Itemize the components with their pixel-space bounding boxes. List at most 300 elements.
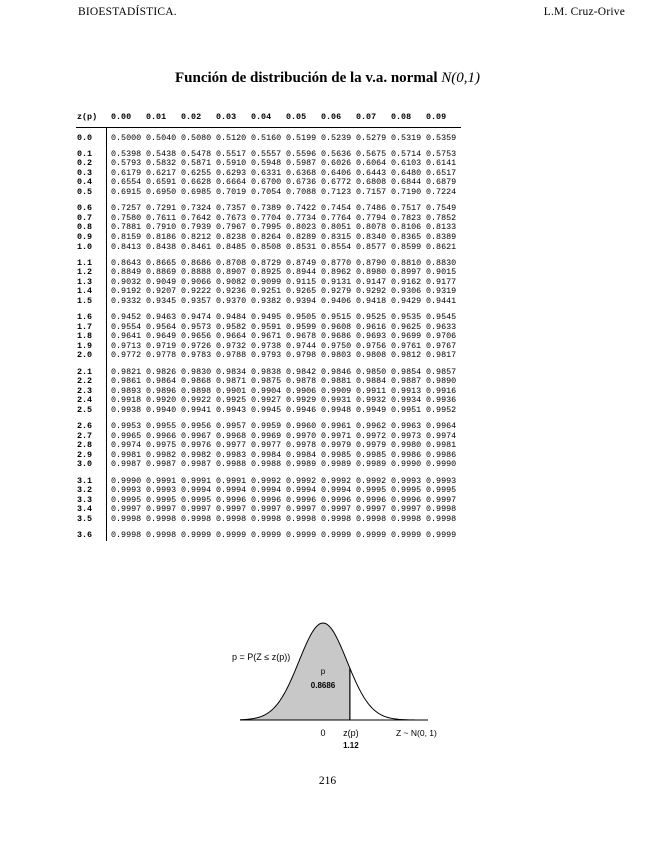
table-cell: 0.9981: [426, 440, 457, 451]
table-cell: 0.9994: [286, 485, 317, 496]
table-cell: 0.8461: [181, 241, 212, 252]
table-row: [76, 134, 461, 144]
table-cell: 0.9292: [356, 286, 387, 297]
table-cell: 0.9989: [321, 459, 352, 470]
table-cell: 0.6591: [146, 177, 177, 188]
table-cell: 0.7823: [391, 212, 422, 223]
table-cell: 0.9357: [181, 296, 212, 306]
table-cell: 0.7910: [146, 222, 177, 233]
table-cell: 0.8264: [251, 231, 282, 242]
z-row-label: 2.5: [77, 404, 93, 415]
table-cell: 0.7794: [356, 212, 387, 223]
table-cell: 0.9911: [356, 385, 387, 396]
table-cell: 0.7157: [356, 187, 387, 198]
table-cell: 0.9162: [391, 276, 422, 287]
table-cell: 0.9236: [216, 286, 247, 297]
table-cell: 0.6950: [146, 187, 177, 198]
column-header: 0.06: [321, 112, 342, 122]
table-cell: 0.9147: [356, 276, 387, 287]
z-row-label: 0.9: [77, 231, 93, 242]
table-cell: 0.5279: [356, 132, 387, 143]
column-header: 0.09: [426, 112, 447, 122]
table-cell: 0.5948: [251, 158, 282, 169]
table-cell: 0.9115: [286, 276, 317, 287]
table-cell: 0.9525: [356, 312, 387, 323]
table-cell: 0.9864: [146, 376, 177, 387]
table-cell: 0.9974: [111, 440, 142, 451]
z-row-label: 0.5: [77, 187, 93, 198]
table-cell: 0.9979: [321, 440, 352, 451]
table-cell: 0.7549: [426, 203, 457, 214]
p-letter: p: [320, 667, 326, 676]
table-cell: 0.9976: [181, 440, 212, 451]
table-cell: 0.8830: [426, 257, 457, 268]
table-cell: 0.9767: [426, 340, 457, 351]
table-cell: 0.9993: [391, 475, 422, 486]
z-row-label: 0.1: [77, 148, 93, 159]
table-cell: 0.9989: [286, 459, 317, 470]
column-header: 0.04: [251, 112, 272, 122]
table-cell: 0.7580: [111, 212, 142, 223]
z-row-label: 1.2: [77, 267, 93, 278]
table-cell: 0.7704: [251, 212, 282, 223]
table-cell: 0.9987: [146, 459, 177, 470]
table-cell: 0.9960: [286, 421, 317, 432]
table-row: [76, 460, 461, 470]
table-cell: 0.9920: [146, 395, 177, 406]
page-number: 216: [318, 775, 337, 787]
table-cell: 0.9991: [216, 475, 247, 486]
table-cell: 0.8643: [111, 257, 142, 268]
table-cell: 0.9980: [391, 440, 422, 451]
table-cell: 0.5359: [426, 132, 457, 143]
table-cell: 0.6141: [426, 158, 457, 169]
table-cell: 0.9909: [321, 385, 352, 396]
table-cell: 0.5160: [251, 132, 282, 143]
table-cell: 0.9927: [251, 395, 282, 406]
table-cell: 0.8315: [321, 231, 352, 242]
table-cell: 0.6554: [111, 177, 142, 188]
table-cell: 0.9998: [181, 513, 212, 524]
table-cell: 0.9997: [321, 504, 352, 515]
table-cell: 0.6217: [146, 167, 177, 178]
table-cell: 0.9913: [391, 385, 422, 396]
column-header: 0.01: [146, 112, 167, 122]
table-cell: 0.8554: [321, 241, 352, 252]
z-row-label: 2.1: [77, 366, 93, 377]
table-cell: 0.9573: [181, 321, 212, 332]
table-cell: 0.9992: [356, 475, 387, 486]
table-cell: 0.9990: [111, 475, 142, 486]
table-cell: 0.8186: [146, 231, 177, 242]
table-cell: 0.9961: [321, 421, 352, 432]
table-cell: 0.8790: [356, 257, 387, 268]
table-cell: 0.9977: [216, 440, 247, 451]
table-cell: 0.8599: [391, 241, 422, 252]
table-cell: 0.6879: [426, 177, 457, 188]
table-cell: 0.7642: [181, 212, 212, 223]
table-cell: 0.9992: [286, 475, 317, 486]
table-cell: 0.9484: [216, 312, 247, 323]
column-header: 0.07: [356, 112, 377, 122]
table-cell: 0.9131: [321, 276, 352, 287]
table-cell: 0.9868: [181, 376, 212, 387]
z-row-label: 3.1: [77, 475, 93, 486]
table-row: [76, 188, 461, 198]
table-cell: 0.9719: [146, 340, 177, 351]
table-cell: 0.7454: [321, 203, 352, 214]
table-cell: 0.9918: [111, 395, 142, 406]
table-cell: 0.5199: [286, 132, 317, 143]
table-cell: 0.9994: [251, 485, 282, 496]
table-cell: 0.9834: [216, 366, 247, 377]
table-cell: 0.9998: [426, 513, 457, 524]
table-cell: 0.9798: [286, 350, 317, 361]
table-cell: 0.9995: [356, 485, 387, 496]
table-cell: 0.9015: [426, 267, 457, 278]
z-row-label: 1.9: [77, 340, 93, 351]
table-cell: 0.9066: [181, 276, 212, 287]
table-cell: 0.9772: [111, 350, 142, 361]
table-cell: 0.9977: [251, 440, 282, 451]
table-cell: 0.5319: [391, 132, 422, 143]
table-cell: 0.9998: [286, 513, 317, 524]
table-cell: 0.9998: [111, 529, 142, 540]
table-cell: 0.9949: [356, 404, 387, 415]
table-cell: 0.9345: [146, 296, 177, 306]
z-row-label: 1.5: [77, 296, 93, 306]
table-cell: 0.9999: [181, 529, 212, 540]
table-cell: 0.9783: [181, 350, 212, 361]
table-cell: 0.8051: [321, 222, 352, 233]
table-cell: 0.9995: [146, 494, 177, 505]
table-body: [76, 134, 461, 541]
table-cell: 0.5438: [146, 148, 177, 159]
table-cell: 0.6368: [286, 167, 317, 178]
table-cell: 0.9971: [321, 430, 352, 441]
table-cell: 0.9982: [146, 449, 177, 460]
table-cell: 0.9418: [356, 296, 387, 306]
table-cell: 0.5675: [356, 148, 387, 159]
table-cell: 0.9713: [111, 340, 142, 351]
table-cell: 0.8888: [181, 267, 212, 278]
table-cell: 0.9932: [356, 395, 387, 406]
table-cell: 0.7019: [216, 187, 247, 198]
table-cell: 0.8925: [251, 267, 282, 278]
table-cell: 0.9582: [216, 321, 247, 332]
table-cell: 0.9972: [356, 430, 387, 441]
table-cell: 0.9985: [356, 449, 387, 460]
title-distribution: N(0,1): [441, 70, 481, 86]
table-cell: 0.9671: [251, 331, 282, 342]
table-cell: 0.5239: [321, 132, 352, 143]
table-cell: 0.9981: [111, 449, 142, 460]
table-cell: 0.5040: [146, 132, 177, 143]
p-value: 0.8686: [310, 681, 336, 690]
table-cell: 0.9995: [391, 485, 422, 496]
table-cell: 0.9936: [426, 395, 457, 406]
table-cell: 0.9984: [286, 449, 317, 460]
table-cell: 0.9931: [321, 395, 352, 406]
table-cell: 0.9986: [391, 449, 422, 460]
table-cell: 0.9999: [321, 529, 352, 540]
table-cell: 0.8686: [181, 257, 212, 268]
table-row: [76, 531, 461, 541]
table-cell: 0.9994: [216, 485, 247, 496]
table-cell: 0.7734: [286, 212, 317, 223]
table-cell: 0.9599: [286, 321, 317, 332]
table-cell: 0.9978: [286, 440, 317, 451]
table-cell: 0.9664: [216, 331, 247, 342]
table-cell: 0.8212: [181, 231, 212, 242]
table-cell: 0.5478: [181, 148, 212, 159]
table-cell: 0.9995: [111, 494, 142, 505]
table-cell: 0.9994: [181, 485, 212, 496]
table-cell: 0.9974: [426, 430, 457, 441]
table-cell: 0.9207: [146, 286, 177, 297]
z-row-label: 1.6: [77, 312, 93, 323]
table-row: [76, 297, 461, 307]
table-cell: 0.9857: [426, 366, 457, 377]
table-cell: 0.9049: [146, 276, 177, 287]
table-cell: 0.9948: [321, 404, 352, 415]
table-cell: 0.9177: [426, 276, 457, 287]
table-cell: 0.9922: [181, 395, 212, 406]
table-cell: 0.9943: [216, 404, 247, 415]
table-cell: 0.9699: [391, 331, 422, 342]
table-cell: 0.9996: [286, 494, 317, 505]
table-cell: 0.9995: [181, 494, 212, 505]
column-header: 0.00: [111, 112, 132, 122]
table-cell: 0.8665: [146, 257, 177, 268]
table-cell: 0.7881: [111, 222, 142, 233]
table-cell: 0.9970: [286, 430, 317, 441]
column-header: 0.02: [181, 112, 202, 122]
table-cell: 0.7054: [251, 187, 282, 198]
table-cell: 0.9332: [111, 296, 142, 306]
table-cell: 0.6664: [216, 177, 247, 188]
running-header-right: L.M. Cruz-Orive: [543, 6, 625, 18]
table-cell: 0.6844: [391, 177, 422, 188]
running-header-left: BIOESTADÍSTICA.: [78, 6, 177, 18]
table-cell: 0.9984: [251, 449, 282, 460]
normal-table: [76, 113, 461, 541]
table-cell: 0.9505: [286, 312, 317, 323]
table-cell: 0.9955: [146, 421, 177, 432]
table-cell: 0.9686: [321, 331, 352, 342]
header-rule: [76, 127, 461, 128]
table-cell: 0.9633: [426, 321, 457, 332]
table-cell: 0.9934: [391, 395, 422, 406]
table-cell: 0.6700: [251, 177, 282, 188]
table-cell: 0.8413: [111, 241, 142, 252]
table-cell: 0.9992: [251, 475, 282, 486]
z-row-label: 3.0: [77, 459, 93, 470]
table-cell: 0.9817: [426, 350, 457, 361]
table-cell: 0.9997: [181, 504, 212, 515]
table-cell: 0.9993: [426, 475, 457, 486]
table-cell: 0.9778: [146, 350, 177, 361]
table-cell: 0.9941: [181, 404, 212, 415]
table-cell: 0.6808: [356, 177, 387, 188]
table-cell: 0.7190: [391, 187, 422, 198]
table-cell: 0.9925: [216, 395, 247, 406]
table-cell: 0.9826: [146, 366, 177, 377]
table-cell: 0.9452: [111, 312, 142, 323]
table-cell: 0.5753: [426, 148, 457, 159]
z-row-label: 2.2: [77, 376, 93, 387]
table-cell: 0.9997: [426, 494, 457, 505]
table-cell: 0.9985: [321, 449, 352, 460]
table-cell: 0.9032: [111, 276, 142, 287]
z-row-label: 1.1: [77, 257, 93, 268]
table-cell: 0.9973: [391, 430, 422, 441]
table-cell: 0.6331: [251, 167, 282, 178]
z-row-label: 0.6: [77, 203, 93, 214]
table-cell: 0.5871: [181, 158, 212, 169]
z-value: 1.12: [343, 741, 359, 750]
table-cell: 0.9875: [251, 376, 282, 387]
column-header: 0.03: [216, 112, 237, 122]
table-cell: 0.9964: [426, 421, 457, 432]
table-cell: 0.6103: [391, 158, 422, 169]
z-row-label: 1.7: [77, 321, 93, 332]
table-cell: 0.9838: [251, 366, 282, 377]
table-cell: 0.9998: [356, 513, 387, 524]
table-cell: 0.9996: [251, 494, 282, 505]
table-cell: 0.7939: [181, 222, 212, 233]
table-cell: 0.8869: [146, 267, 177, 278]
table-cell: 0.7852: [426, 212, 457, 223]
table-cell: 0.8944: [286, 267, 317, 278]
table-cell: 0.8133: [426, 222, 457, 233]
table-cell: 0.9265: [286, 286, 317, 297]
table-cell: 0.9999: [356, 529, 387, 540]
table-cell: 0.9896: [146, 385, 177, 396]
table-cell: 0.5517: [216, 148, 247, 159]
table-cell: 0.6480: [391, 167, 422, 178]
table-cell: 0.9656: [181, 331, 212, 342]
table-cell: 0.9945: [251, 404, 282, 415]
table-cell: 0.9999: [251, 529, 282, 540]
table-cell: 0.8078: [356, 222, 387, 233]
table-row: [76, 243, 461, 253]
table-cell: 0.9830: [181, 366, 212, 377]
table-cell: 0.9997: [286, 504, 317, 515]
table-cell: 0.8770: [321, 257, 352, 268]
table-cell: 0.6628: [181, 177, 212, 188]
table-cell: 0.5987: [286, 158, 317, 169]
table-cell: 0.9850: [356, 366, 387, 377]
table-cell: 0.8438: [146, 241, 177, 252]
z-row-label: 0.8: [77, 222, 93, 233]
table-cell: 0.7123: [321, 187, 352, 198]
table-cell: 0.5832: [146, 158, 177, 169]
table-cell: 0.5000: [111, 132, 142, 143]
table-cell: 0.9821: [111, 366, 142, 377]
table-cell: 0.8849: [111, 267, 142, 278]
table-cell: 0.9979: [356, 440, 387, 451]
table-cell: 0.9965: [111, 430, 142, 441]
table-cell: 0.9982: [181, 449, 212, 460]
z-row-label: 2.0: [77, 350, 93, 361]
table-cell: 0.9901: [216, 385, 247, 396]
table-row: [76, 406, 461, 416]
table-cell: 0.8621: [426, 241, 457, 252]
table-cell: 0.6064: [356, 158, 387, 169]
table-cell: 0.5793: [111, 158, 142, 169]
table-cell: 0.9738: [251, 340, 282, 351]
table-cell: 0.5596: [286, 148, 317, 159]
z-row-label: 2.6: [77, 421, 93, 432]
table-cell: 0.9394: [286, 296, 317, 306]
zp-label: z(p): [343, 728, 359, 738]
z-row-label: 1.8: [77, 331, 93, 342]
table-cell: 0.9940: [146, 404, 177, 415]
table-cell: 0.9998: [146, 513, 177, 524]
table-cell: 0.9474: [181, 312, 212, 323]
table-cell: 0.8577: [356, 241, 387, 252]
table-cell: 0.6772: [321, 177, 352, 188]
table-cell: 0.9998: [111, 513, 142, 524]
table-cell: 0.9997: [356, 504, 387, 515]
table-row: [76, 351, 461, 361]
table-cell: 0.9995: [426, 485, 457, 496]
table-cell: 0.9999: [216, 529, 247, 540]
table-cell: 0.9989: [356, 459, 387, 470]
table-cell: 0.9898: [181, 385, 212, 396]
corner-label: z(p): [77, 112, 98, 122]
z-row-label: 0.4: [77, 177, 93, 188]
column-header: 0.08: [391, 112, 412, 122]
table-cell: 0.9732: [216, 340, 247, 351]
table-cell: 0.9938: [111, 404, 142, 415]
table-cell: 0.9929: [286, 395, 317, 406]
table-cell: 0.8997: [391, 267, 422, 278]
table-cell: 0.9808: [356, 350, 387, 361]
table-cell: 0.7967: [216, 222, 247, 233]
table-cell: 0.8238: [216, 231, 247, 242]
table-cell: 0.9641: [111, 331, 142, 342]
table-cell: 0.9693: [356, 331, 387, 342]
table-cell: 0.9988: [216, 459, 247, 470]
table-cell: 0.9959: [251, 421, 282, 432]
normal-curve-figure: [228, 615, 458, 765]
table-cell: 0.9999: [286, 529, 317, 540]
table-cell: 0.9997: [146, 504, 177, 515]
table-cell: 0.9608: [321, 321, 352, 332]
table-cell: 0.9306: [391, 286, 422, 297]
table-cell: 0.6985: [181, 187, 212, 198]
table-cell: 0.9946: [286, 404, 317, 415]
table-cell: 0.9884: [356, 376, 387, 387]
table-cell: 0.9997: [111, 504, 142, 515]
table-cell: 0.9463: [146, 312, 177, 323]
table-cell: 0.9649: [146, 331, 177, 342]
table-cell: 0.9871: [216, 376, 247, 387]
table-cell: 0.7673: [216, 212, 247, 223]
table-cell: 0.9750: [321, 340, 352, 351]
table-cell: 0.9495: [251, 312, 282, 323]
table-cell: 0.5398: [111, 148, 142, 159]
table-cell: 0.7764: [321, 212, 352, 223]
table-cell: 0.9962: [356, 421, 387, 432]
table-cell: 0.9616: [356, 321, 387, 332]
table-cell: 0.9998: [426, 504, 457, 515]
table-cell: 0.9963: [391, 421, 422, 432]
table-cell: 0.9998: [146, 529, 177, 540]
z-row-label: 1.3: [77, 276, 93, 287]
